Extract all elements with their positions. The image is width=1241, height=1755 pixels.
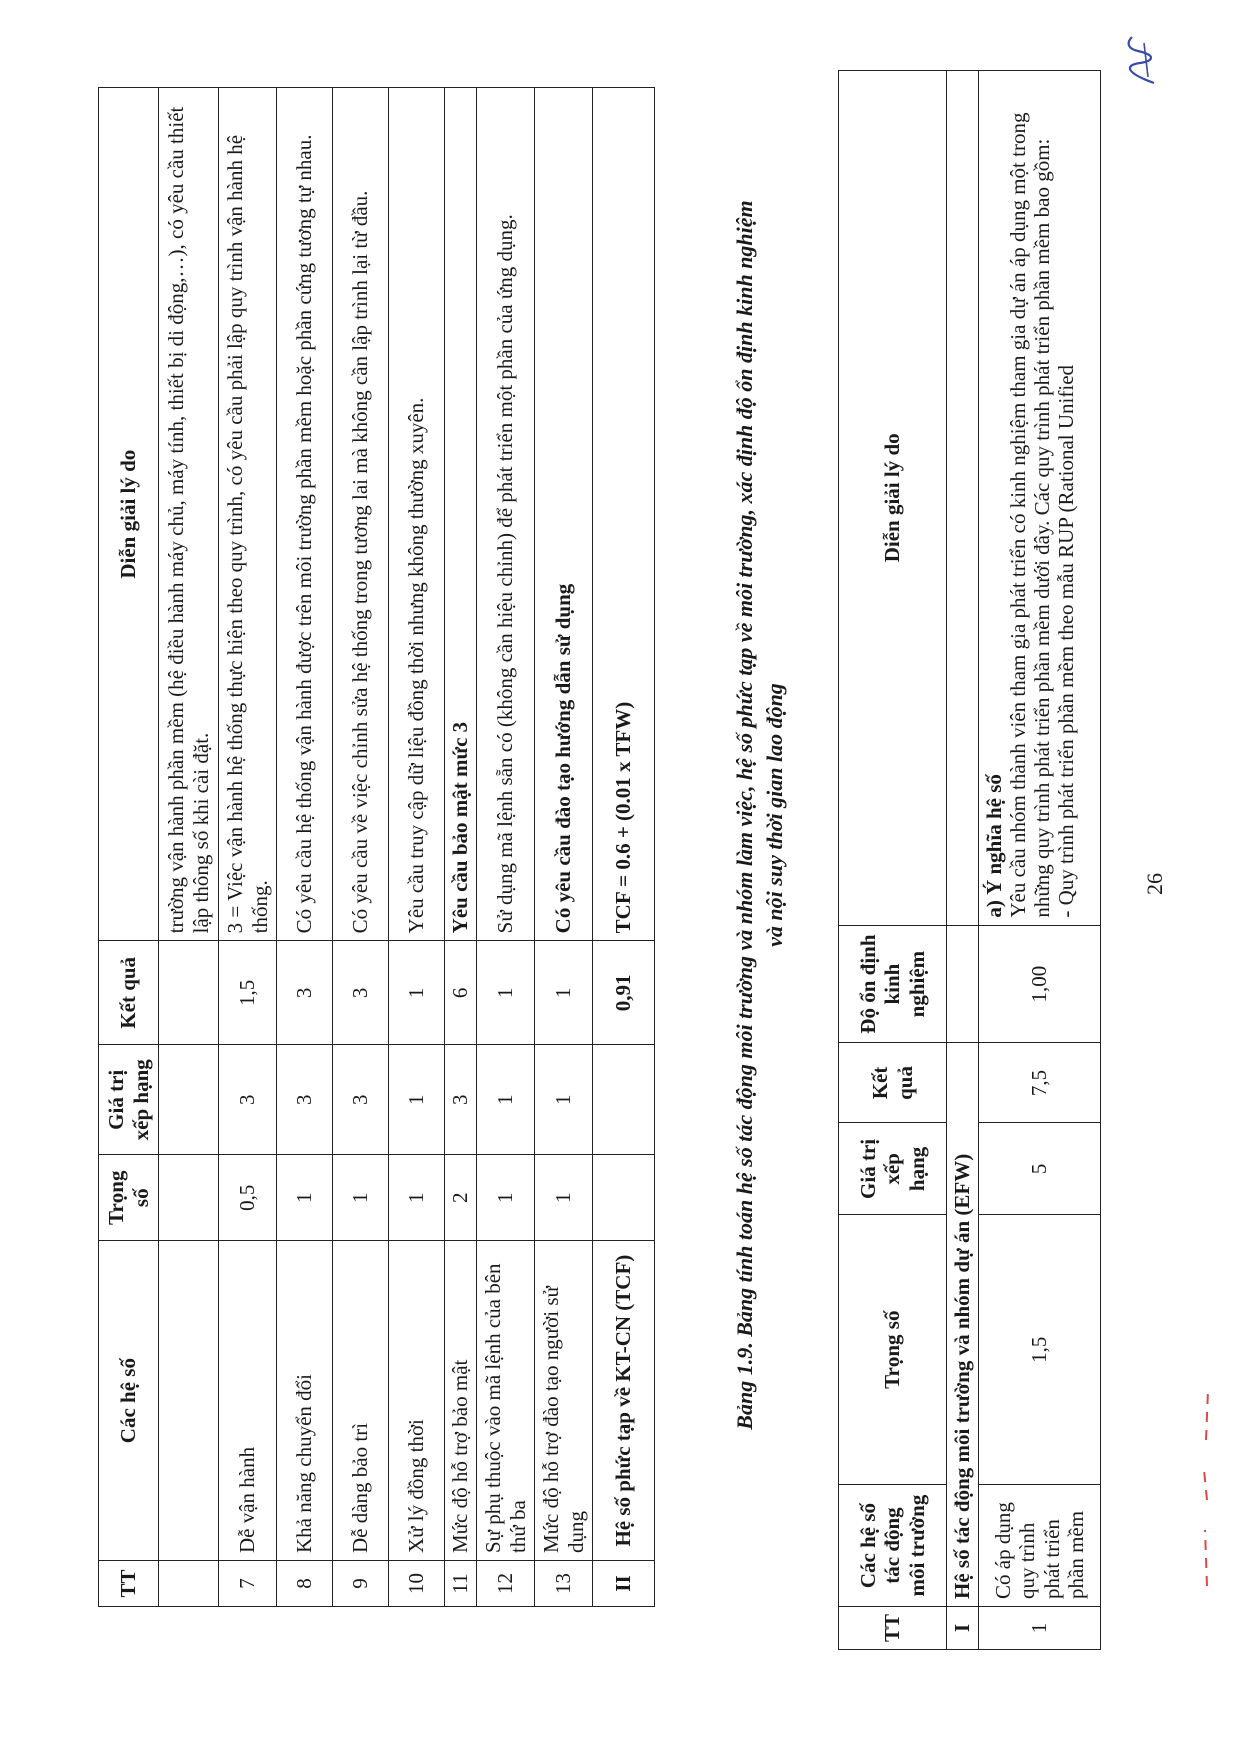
header-tt: TT [839, 1606, 947, 1649]
header-factors: Các hệ số [99, 1241, 159, 1561]
red-ink-mark [1195, 1370, 1215, 1590]
page-number: 26 [1142, 873, 1167, 895]
header-result: Kết quả [99, 941, 159, 1045]
header-result: Kết quả [839, 1043, 947, 1123]
header-reason: Diễn giải lý do [99, 88, 159, 941]
total-row: II Hệ số phức tạp về KT-CN (TCF) 0,91 TCF = 0.6 + (0.01 x TFW) [593, 88, 655, 1607]
complexity-factors-table [98, 87, 655, 1607]
table-row: 12 Sự phụ thuộc vào mã lệnh của bên thứ ba 1 1 1 Sử dụng mã lệnh sẵn có (không cần hiệu chỉnh) để phát triển một phần của ứng dụng. [477, 88, 535, 1607]
table-row: 11 Mức độ hỗ trợ bảo mật 2 3 6 Yêu cầu bảo mật mức 3 [445, 88, 477, 1607]
header-stability: Độ ổn định kinh nghiệm [839, 925, 947, 1043]
header-tt: TT [99, 1561, 159, 1607]
continuation-text: trường vận hành phần mềm (hệ điều hành máy chủ, máy tính, thiết bị di động,…), có yêu cầu thiết lập thông số khi cài đặt. [159, 88, 219, 941]
section-row: I Hệ số tác động môi trường và nhóm dự án (EFW) [947, 71, 979, 1650]
header-env-factors: Các hệ số tác động môi trường [839, 1485, 947, 1607]
table-header-row [99, 88, 159, 1607]
table-row: 9 Dễ dàng bảo trì 1 3 3 Có yêu cầu về việc chỉnh sửa hệ thống trong tương lai mà không cần lập trình lại từ đầu. [333, 88, 389, 1607]
table-row: 7 Dễ vận hành 0,5 3 1,5 3 = Việc vận hành hệ thống thực hiện theo quy trình, có yêu cầu phải lập quy trình vận hành hệ thống. [219, 88, 277, 1607]
table-row: 10 Xử lý đồng thời 1 1 1 Yêu cầu truy cập dữ liệu đồng thời nhưng không thường xuyên. [389, 88, 445, 1607]
table-row: 1 Có áp dụng quy trình phát triển phần mềm 1,5 5 7,5 1,00 a) Ý nghĩa hệ số Yêu cầu nhóm thành viên tham gia phát triển có kinh nghiệm tham gia dự án áp dụng một trong những quy trình phát triển phần mềm dưới đây. Các quy trình phát triển phần mềm bao gồm: - Quy trình phát triển phần mềm theo mẫu RUP (Rational Unified [979, 71, 1101, 1650]
header-weight: Trọng số [839, 1215, 947, 1485]
table-caption: Bảng 1.9. Bảng tính toán hệ số tác động môi trường và nhóm làm việc, hệ số phức tạp về môi trường, xác định độ ổn định kinh nghiệm và nội suy thời gian lao động [732, 200, 787, 1430]
table-header-row [839, 71, 947, 1650]
header-rank: Giá trị xếp hạng [839, 1123, 947, 1215]
signature-mark [1118, 33, 1164, 87]
header-reason: Diễn giải lý do [839, 71, 947, 926]
header-rank: Giá trị xếp hạng [99, 1045, 159, 1155]
table-row: 8 Khả năng chuyển đổi 1 3 3 Có yêu cầu hệ thống vận hành được trên môi trường phần mềm hoặc phần cứng tương tự nhau. [277, 88, 333, 1607]
environment-factors-table [838, 70, 1101, 1650]
reason-cell: a) Ý nghĩa hệ số Yêu cầu nhóm thành viên tham gia phát triển có kinh nghiệm tham gia dự án áp dụng một trong những quy trình phát triển phần mềm dưới đây. Các quy trình phát triển phần mềm bao gồm: - Quy trình phát triển phần mềm theo mẫu RUP (Rational Unified [979, 71, 1101, 926]
table-row [159, 88, 219, 1607]
table-row: 13 Mức độ hỗ trợ đào tạo người sử dụng 1 1 1 Có yêu cầu đào tạo hướng dẫn sử dụng [535, 88, 593, 1607]
header-weight: Trọng số [99, 1155, 159, 1241]
